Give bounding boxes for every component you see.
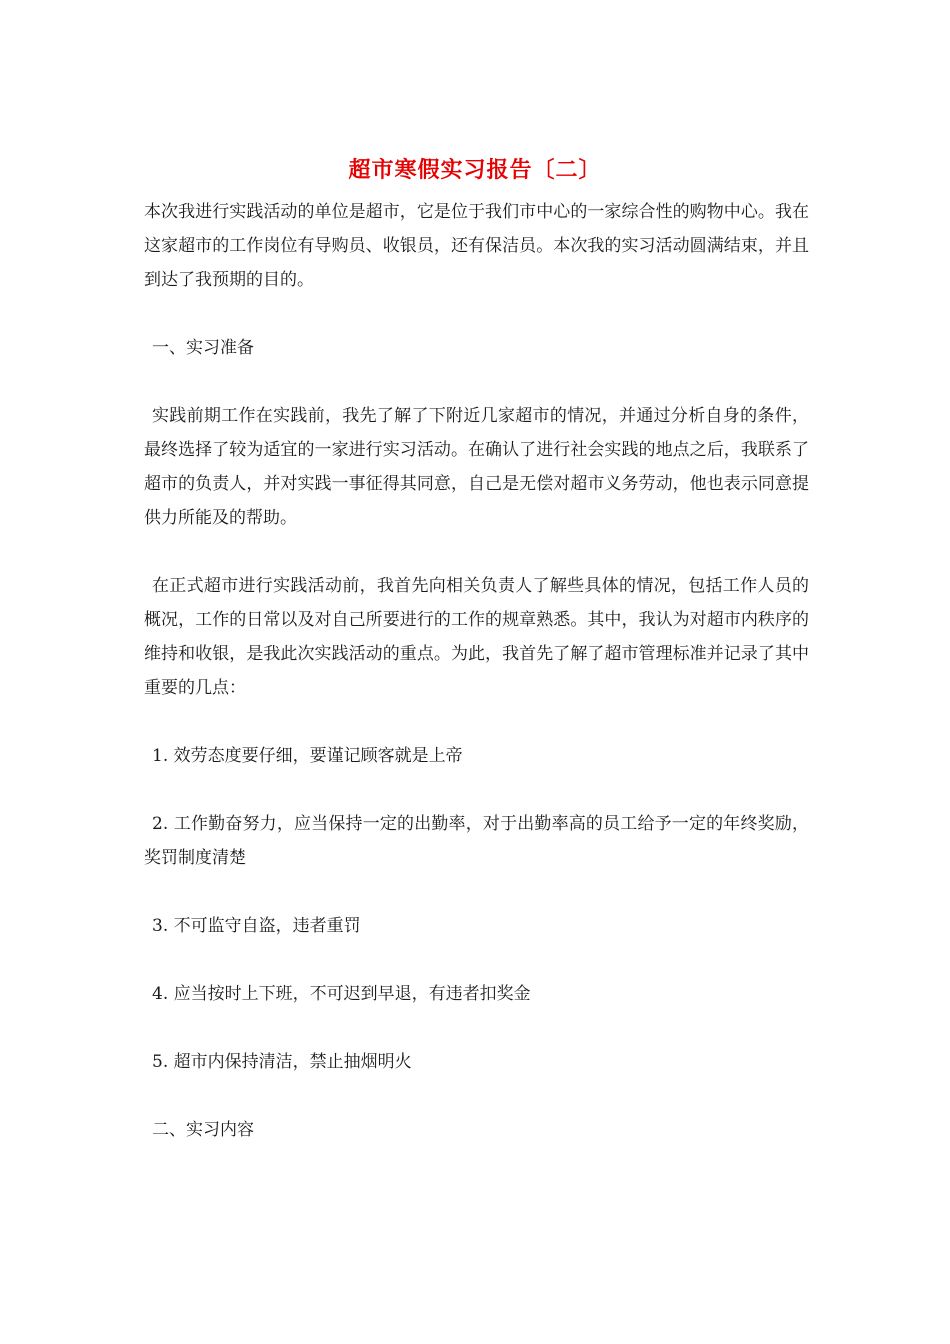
intro-paragraph: 本次我进行实践活动的单位是超市，它是位于我们市中心的一家综合性的购物中心。我在这家超市的工作岗位有导购员、收银员，还有保洁员。本次我的实习活动圆满结束，并且到达了我预期的目的。	[144, 202, 809, 290]
preparation-paragraph-2: 在正式超市进行实践活动前，我首先向相关负责人了解些具体的情况，包括工作人员的概况，工作的日常以及对自己所要进行的工作的规章熟悉。其中，我认为对超市内秩序的维持和收银，是我此次实践活动的重点。为此，我首先了解了超市管理标准并记录了其中重要的几点：	[144, 576, 809, 698]
preparation-paragraph-1: 实践前期工作在实践前，我先了解了下附近几家超市的情况，并通过分析自身的条件，最终选择了较为适宜的一家进行实习活动。在确认了进行社会实践的地点之后，我联系了超市的负责人，并对实践一事征得其同意，自己是无偿对超市义务劳动，他也表示同意提供力所能及的帮助。	[144, 406, 809, 528]
section-heading-content: 二、实习内容	[152, 1120, 254, 1140]
rule-item-1: 1. 效劳态度要仔细，要谨记顾客就是上帝	[152, 746, 463, 766]
document-title: 超市寒假实习报告〔二〕	[348, 157, 602, 183]
rule-item-4: 4. 应当按时上下班，不可迟到早退，有违者扣奖金	[152, 984, 531, 1004]
section-heading-preparation: 一、实习准备	[152, 338, 254, 358]
rule-item-5: 5. 超市内保持清洁，禁止抽烟明火	[152, 1052, 412, 1072]
rule-item-2: 2. 工作勤奋努力，应当保持一定的出勤率，对于出勤率高的员工给予一定的年终奖励，奖罚制度清楚	[144, 814, 809, 868]
document-body	[144, 195, 809, 1147]
rule-item-3: 3. 不可监守自盗，违者重罚	[152, 916, 361, 936]
